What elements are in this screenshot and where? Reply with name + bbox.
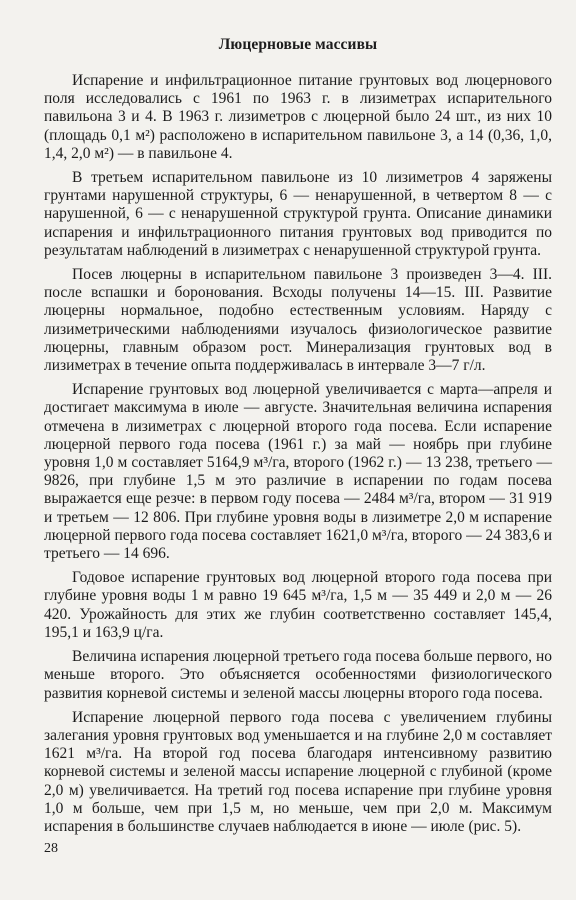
paragraph-3: Посев люцерны в испарительном павильоне 3 произведен 3—4. III. после вспашки и боронования. Всходы получены 14—15. III. Развитие люцерны нормальное, подобно естественным условиям. Наряду с лизиметрическими наблюдениями изучалось физиологическое развитие люцерны, главным образом рост. Минерализация грунтовых вод в лизиметрах в течение опыта поддерживалась в интервале 3—7 г/л. xyxy=(44,266,552,375)
paragraph-1: Испарение и инфильтрационное питание грунтовых вод люцернового поля исследовались с 1961 по 1963 г. в лизиметрах испарительного павильона 3 и 4. В 1963 г. лизиметров с люцерной было 24 шт., из них 10 (площадь 0,1 м²) расположено в испарительном павильоне 3, а 14 (0,36, 1,0, 1,4, 2,0 м²) — в павильоне 4. xyxy=(44,72,552,162)
paragraph-2: В третьем испарительном павильоне из 10 лизиметров 4 заряжены грунтами нарушенной структуры, 6 — ненарушенной, в четвертом 8 — с нарушенной, 6 — с ненарушенной структурой грунта. Описание динамики испарения и инфильтрационного питания грунтовых вод приводится по результатам наблюдений в лизиметрах с ненарушенной структурой грунта. xyxy=(44,169,552,259)
page-body xyxy=(44,36,552,842)
paragraph-5: Годовое испарение грунтовых вод люцерной второго года посева при глубине уровня воды 1 м равно 19 645 м³/га, 1,5 м — 35 449 и 2,0 м — 26 420. Урожайность для этих же глубин соответственно составляет 145,4, 195,1 и 163,9 ц/га. xyxy=(44,569,552,641)
paragraph-4: Испарение грунтовых вод люцерной увеличивается с марта—апреля и достигает максимума в июле — августе. Значительная величина испарения отмечена в лизиметрах с люцерной второго года посева. Если испарение люцерной первого года посева (1961 г.) за май — ноябрь при глубине уровня 1,0 м составляет 5164,9 м³/га, второго (1962 г.) — 13 238, третьего — 9826, при глубине 1,5 м это различие в испарении по годам посева выражается еще резче: в первом году посева — 2484 м³/га, втором — 31 919 и третьем — 12 806. При глубине уровня воды в лизиметре 2,0 м испарение люцерной первого года посева составляет 1621,0 м³/га, второго — 24 383,6 и третьего — 14 696. xyxy=(44,381,552,563)
page-number: 28 xyxy=(44,841,58,856)
paragraph-6: Величина испарения люцерной третьего года посева больше первого, но меньше второго. Это объясняется особенностями физиологического развития корневой системы и зеленой массы люцерны второго года посева. xyxy=(44,648,552,702)
paragraph-7: Испарение люцерной первого года посева с увеличением глубины залегания уровня грунтовых вод уменьшается и на глубине 2,0 м составляет 1621 м³/га. На второй год посева благодаря интенсивному развитию корневой системы и зеленой массы испарение люцерной с глубиной (кроме 2,0 м) увеличивается. На третий год посева испарение при глубине уровня 1,0 м больше, чем при 1,5 м, но меньше, чем при 2,0 м. Максимум испарения в большинстве случаев наблюдается в июне — июле (рис. 5). xyxy=(44,708,552,835)
section-heading: Люцерновые массивы xyxy=(218,36,378,53)
